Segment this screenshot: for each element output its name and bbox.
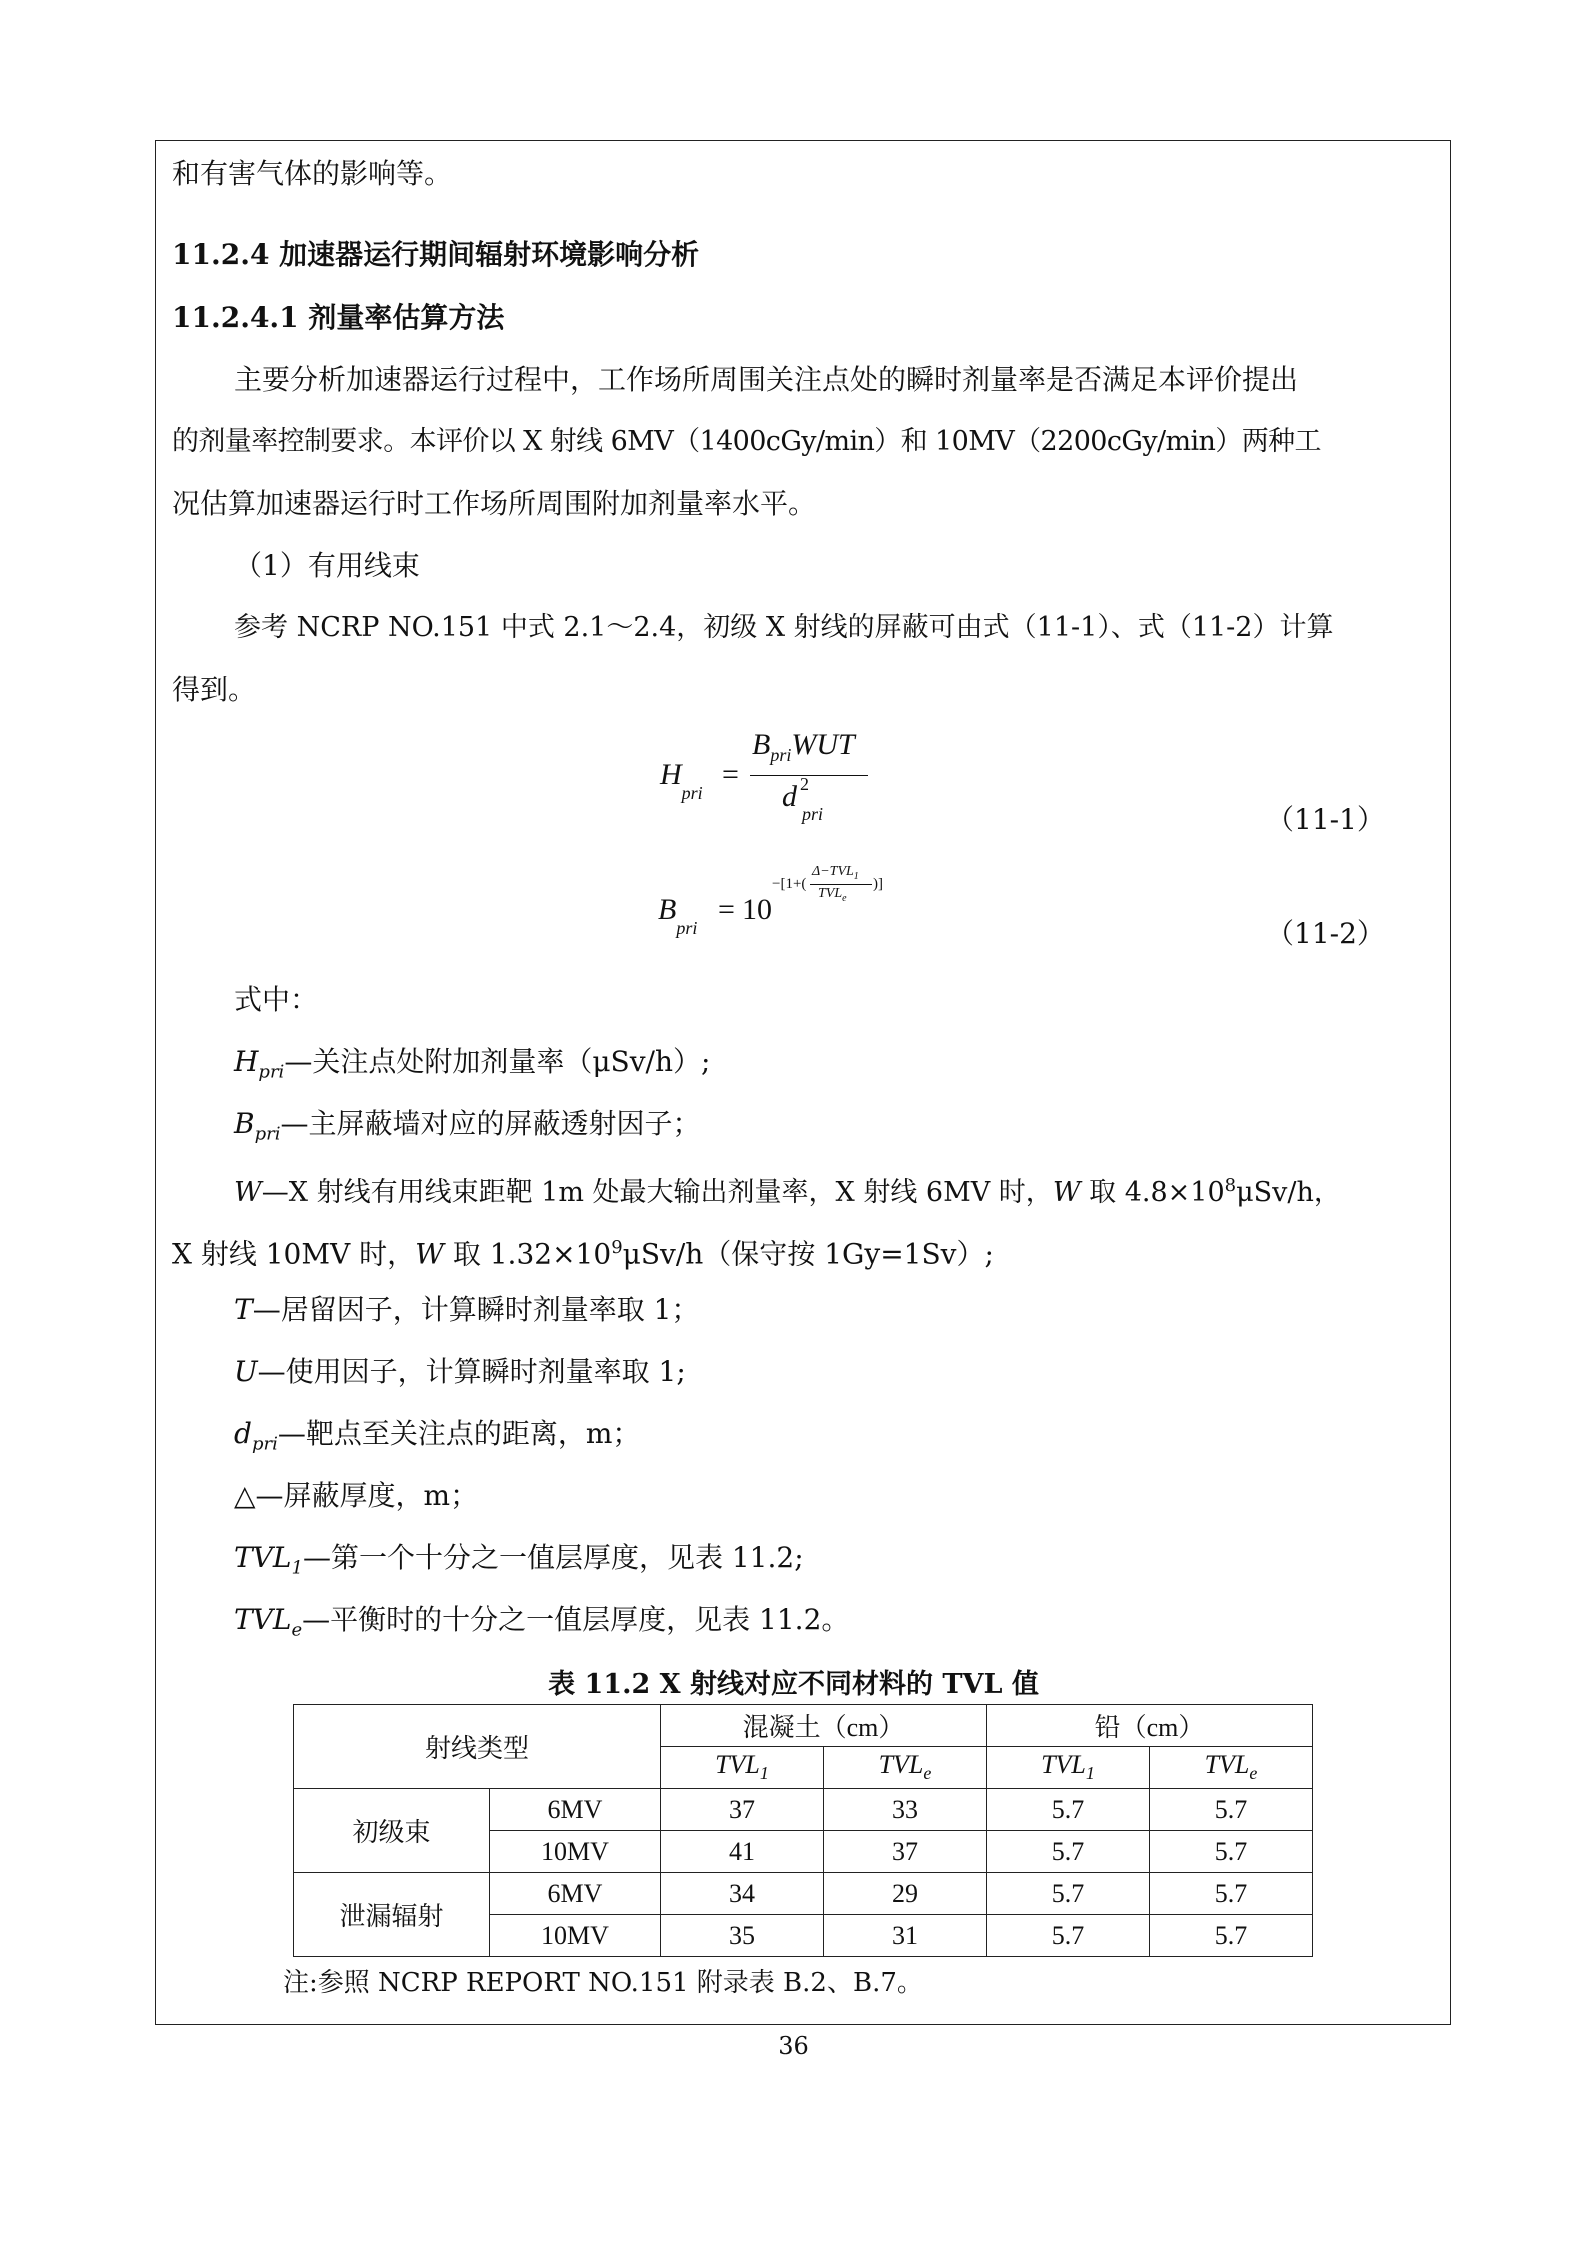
header-cell: 铅（cm） <box>987 1705 1313 1747</box>
subheader-cell: $TVL_e$ <box>824 1747 987 1789</box>
energy-cell: 10MV <box>490 1915 661 1957</box>
group-cell: 初级束 <box>294 1789 490 1873</box>
paragraph-line: 主要分析加速器运行过程中，工作场所周围关注点处的瞬时剂量率是否满足本评价提出 <box>234 363 1299 396</box>
energy-cell: 6MV <box>490 1789 661 1831</box>
header-cell: 射线类型 <box>294 1705 661 1789</box>
subheader-cell: $TVL_1$ <box>661 1747 824 1789</box>
value-cell: 5.7 <box>1150 1915 1313 1957</box>
value-cell: 5.7 <box>987 1873 1150 1915</box>
equation-number: （11-1） <box>1266 803 1385 836</box>
group-cell: 泄漏辐射 <box>294 1873 490 1957</box>
subsection-heading: 11.2.4.1 剂量率估算方法 <box>172 301 505 334</box>
value-cell: 35 <box>661 1915 824 1957</box>
table-caption: 表 11.2 X 射线对应不同材料的 TVL 值 <box>548 1669 1039 1700</box>
value-cell: 33 <box>824 1789 987 1831</box>
text-line: 和有害气体的影响等。 <box>172 157 453 190</box>
value-cell: 37 <box>824 1831 987 1873</box>
value-cell: 5.7 <box>1150 1873 1313 1915</box>
paragraph-line: 参考 NCRP NO.151 中式 2.1～2.4，初级 X 射线的屏蔽可由式（11-1）、式（11-2）计算 <box>234 612 1334 643</box>
energy-cell: 10MV <box>490 1831 661 1873</box>
value-cell: 5.7 <box>987 1831 1150 1873</box>
table-row <box>294 1873 1313 1915</box>
value-cell: 29 <box>824 1873 987 1915</box>
definition-dpri: $d_{pri}—$靶点至关注点的距离，m； <box>234 1417 641 1455</box>
definition-hpri: $H_{pri}—$关注点处附加剂量率（μSv/h）; <box>234 1045 711 1083</box>
definition-delta: △—屏蔽厚度，m； <box>234 1479 479 1512</box>
wherein-label: 式中： <box>234 983 319 1016</box>
value-cell: 5.7 <box>987 1789 1150 1831</box>
definition-u: U—使用因子，计算瞬时剂量率取 1; <box>234 1355 686 1388</box>
definition-tvl1: $TVL_1—$第一个十分之一值层厚度，见表 11.2; <box>234 1541 804 1579</box>
table-row <box>294 1789 1313 1831</box>
definition-w: W—X 射线有用线束距靶 1m 处最大输出剂量率，X 射线 6MV 时，W 取 $4.8\times 10^8\mu Sv/h$， <box>234 1175 1341 1208</box>
value-cell: 41 <box>661 1831 824 1873</box>
list-item-heading: （1）有用线束 <box>234 549 420 582</box>
subheader-cell: $TVL_e$ <box>1150 1747 1313 1789</box>
page-number: 36 <box>778 2032 809 2060</box>
paragraph-line: 得到。 <box>172 673 257 706</box>
energy-cell: 6MV <box>490 1873 661 1915</box>
paragraph-line: 况估算加速器运行时工作场所周围附加剂量率水平。 <box>172 487 817 520</box>
section-heading: 11.2.4 加速器运行期间辐射环境影响分析 <box>172 238 700 271</box>
tvl-table <box>293 1704 1313 1957</box>
value-cell: 5.7 <box>987 1915 1150 1957</box>
value-cell: 5.7 <box>1150 1789 1313 1831</box>
value-cell: 34 <box>661 1873 824 1915</box>
paragraph-line: 的剂量率控制要求。本评价以 X 射线 6MV（1400cGy/min）和 10MV（2200cGy/min）两种工 <box>172 426 1321 457</box>
subheader-cell: $TVL_1$ <box>987 1747 1150 1789</box>
header-cell: 混凝土（cm） <box>661 1705 987 1747</box>
table-note: 注:参照 NCRP REPORT NO.151 附录表 B.2、B.7。 <box>283 1968 923 1998</box>
value-cell: 31 <box>824 1915 987 1957</box>
definition-bpri: $B_{pri}—$主屏蔽墙对应的屏蔽透射因子； <box>234 1107 701 1145</box>
value-cell: 5.7 <box>1150 1831 1313 1873</box>
equation-number: （11-2） <box>1266 917 1385 950</box>
value-cell: 37 <box>661 1789 824 1831</box>
definition-tvle: $TVL_e—$平衡时的十分之一值层厚度，见表 11.2。 <box>234 1603 850 1641</box>
definition-w-cont: X 射线 10MV 时，W 取 $1.32\times 10^9\mu Sv/h$（保守按 1Gy=1Sv）; <box>172 1237 994 1271</box>
definition-t: T—居留因子，计算瞬时剂量率取 1； <box>234 1293 700 1326</box>
